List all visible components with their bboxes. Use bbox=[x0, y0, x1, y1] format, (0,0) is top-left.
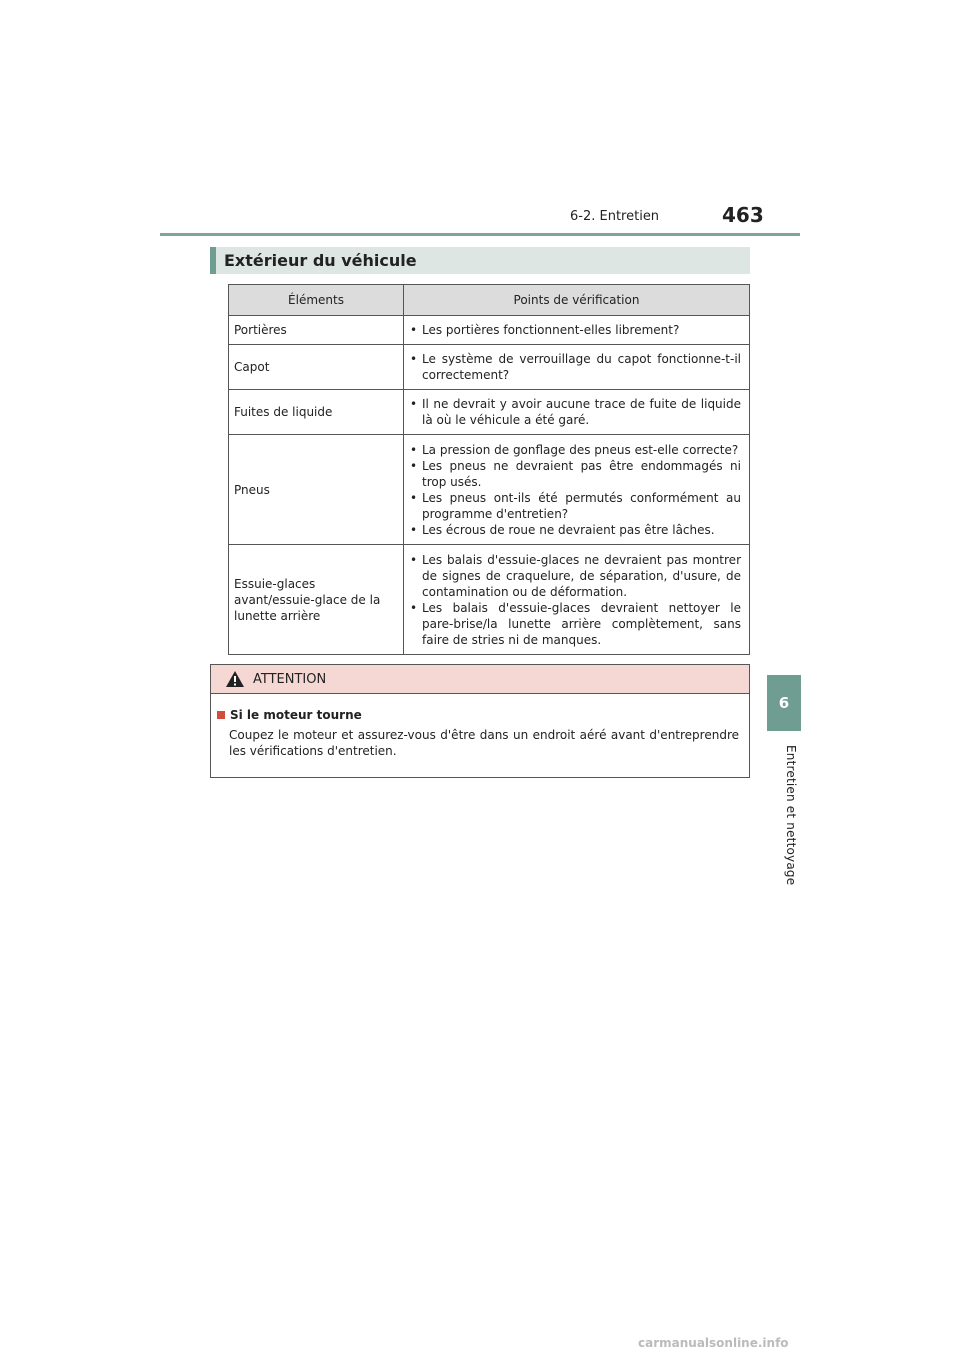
table-header-row bbox=[229, 285, 750, 316]
row-points bbox=[404, 316, 750, 345]
warning-subtitle-row bbox=[217, 708, 749, 722]
table-row bbox=[229, 545, 750, 655]
row-item: Pneus bbox=[229, 435, 404, 545]
table-row bbox=[229, 316, 750, 345]
chapter-label: Entretien et nettoyage bbox=[784, 745, 798, 886]
row-points bbox=[404, 435, 750, 545]
table-row bbox=[229, 435, 750, 545]
list-item: • Les balais d'essuie-glaces ne devraient pas montrer de signes de craquelure, de séparation, d'usure, de contamination ou de déformation. bbox=[409, 552, 741, 600]
warning-subtitle: Si le moteur tourne bbox=[230, 708, 362, 722]
chapter-tab bbox=[767, 675, 801, 731]
row-item: Essuie-glaces avant/essuie-glace de la lunette arrière bbox=[229, 545, 404, 655]
column-header-points: Points de vérification bbox=[404, 285, 750, 316]
header-rule bbox=[160, 233, 800, 236]
warning-title: ATTENTION bbox=[253, 671, 327, 687]
chapter-number: 6 bbox=[778, 694, 790, 712]
inspection-table bbox=[228, 284, 750, 655]
watermark: carmanualsonline.info bbox=[638, 1336, 789, 1350]
page-number: 463 bbox=[722, 203, 764, 227]
section-title: Extérieur du véhicule bbox=[224, 251, 417, 270]
row-points bbox=[404, 345, 750, 390]
table-row bbox=[229, 345, 750, 390]
section-title-bar bbox=[210, 247, 750, 274]
table-row bbox=[229, 390, 750, 435]
list-item: • Les portières fonctionnent-elles librement? bbox=[409, 322, 741, 338]
row-item: Capot bbox=[229, 345, 404, 390]
warning-triangle-icon bbox=[225, 670, 245, 688]
list-item: • La pression de gonflage des pneus est-elle correcte? bbox=[409, 442, 741, 458]
running-header-section: 6-2. Entretien bbox=[570, 209, 660, 224]
list-item: • Les écrous de roue ne devraient pas être lâches. bbox=[409, 522, 741, 538]
row-item: Portières bbox=[229, 316, 404, 345]
column-header-items: Éléments bbox=[229, 285, 404, 316]
row-points bbox=[404, 390, 750, 435]
square-bullet-icon bbox=[217, 711, 225, 719]
warning-text: Coupez le moteur et assurez-vous d'être dans un endroit aéré avant d'entreprendre les vérifications d'entretien. bbox=[229, 728, 739, 758]
row-points bbox=[404, 545, 750, 655]
list-item: • Les balais d'essuie-glaces devraient nettoyer le pare-brise/la lunette arrière complètement, sans faire de stries ni de manques. bbox=[409, 600, 741, 648]
list-item: • Le système de verrouillage du capot fonctionne-t-il correctement? bbox=[409, 351, 741, 383]
warning-box bbox=[210, 664, 750, 778]
row-item: Fuites de liquide bbox=[229, 390, 404, 435]
list-item: • Les pneus ne devraient pas être endommagés ni trop usés. bbox=[409, 458, 741, 490]
list-item: • Les pneus ont-ils été permutés conformément au programme d'entretien? bbox=[409, 490, 741, 522]
list-item: • Il ne devrait y avoir aucune trace de fuite de liquide là où le véhicule a été garé. bbox=[409, 396, 741, 428]
warning-header bbox=[211, 665, 749, 694]
